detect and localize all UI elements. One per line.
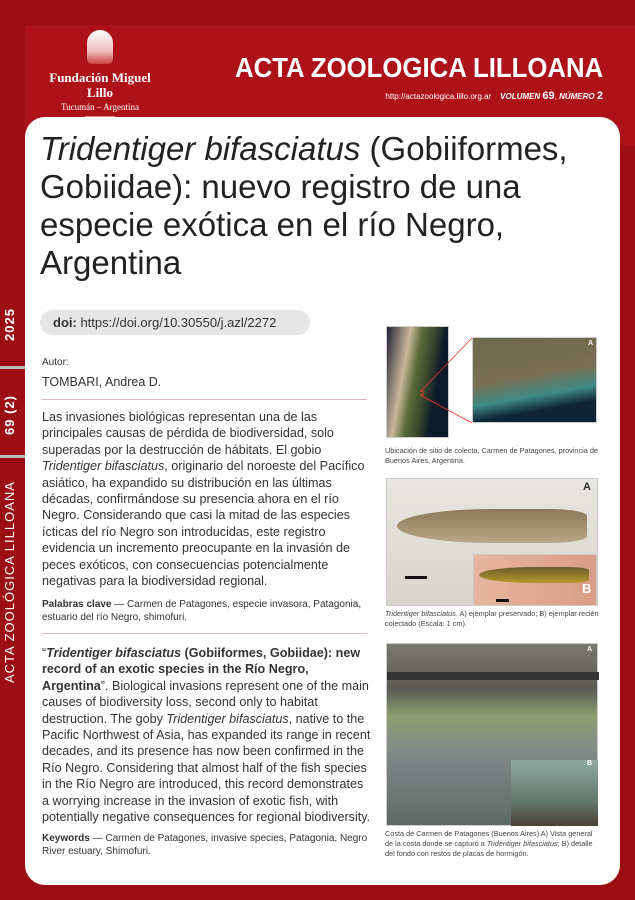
fish-photo-fresh	[473, 554, 597, 606]
palabras-label: Palabras clave	[42, 599, 112, 610]
resumen-text: Las invasiones biológicas representan una de las principales causas de pérdida de biodiversidad, solo superadas por la destrucción de hábitats. El gobio	[42, 410, 334, 457]
regional-map-image	[472, 337, 597, 423]
author-label: Autor:	[42, 357, 69, 368]
doi-link[interactable]: https://doi.org/10.30550/j.azl/2272	[80, 315, 277, 330]
resumen-text: , originario del noroeste del Pacífico asiático, ha expandido su distribución en las últimas décadas, confirmándose su presencia ahora en el río Negro. Considerando que casi la mitad de las especies ícticas del río Negro son introducidas, este registro evidencia un incremento preocupante en la invasión de peces exóticos, con consecuencias potencialmente negativas para la biodiversidad regional.	[42, 459, 365, 589]
map-zoom-lines	[420, 337, 475, 427]
abstract-title-species: Tridentiger bifasciatus	[46, 646, 182, 660]
river-bottom-detail-photo	[511, 760, 598, 826]
figure-caption: Ubicación de sitio de colecta, Carmen de Patagones, provincia de Buenos Aires, Argentina.	[385, 446, 598, 465]
logo-divider	[85, 116, 115, 117]
abstract-species: Tridentiger bifasciatus	[166, 711, 289, 726]
foundation-logo	[40, 30, 160, 117]
foundation-name: Fundación Miguel Lillo	[49, 70, 151, 100]
doi-pill[interactable]	[40, 310, 310, 335]
figure-label: A	[588, 340, 594, 347]
title-rest: (Gobiiformes, Gobiidae): nuevo registro de una especie exótica en el río Negro, Argentina	[40, 130, 568, 281]
spine	[0, 0, 25, 900]
journal-url[interactable]: http://actazoologica.lillo.org.ar	[385, 92, 492, 101]
abstract: “Tridentiger bifasciatus (Gobiiformes, Gobiidae): new record of an exotic species in the Río Negro, Argentina”. Biological invasions represent one of the main causes of biodiversity loss, second only to habitat destruction. The goby Tridentiger bifasciatus, native to the Pacific Northwest of Asia, has expanded its range in recent decades, and its presence has now been confirmed in the Río Negro. Considering that almost half of the fish species in the Río Negro are introduced, this record demonstrates a worrying increase in the invasion of exotic fish, with potentially negative consequences for regional biodiversity.	[42, 646, 371, 825]
divider	[42, 633, 367, 634]
caption-species: Tridentiger bifasciatus	[385, 609, 456, 618]
palabras-text: — Carmen de Patagones, especie invasora, Patagonia, estuario del río Negro, shimofuri.	[42, 599, 362, 623]
keywords-text: — Carmen de Patagones, invasive species, Patagonia, Negro River estuary, Shimofuri.	[42, 833, 368, 857]
foundation-location: Tucumán – Argentina	[61, 102, 139, 112]
owl-logo-icon	[87, 30, 113, 64]
figure-label-b: B	[587, 760, 593, 767]
abstract-text: . Biological invasions represent one of the main causes of biodiversity loss, second only to habitat destruction. The goby	[42, 678, 369, 726]
spine-year: 2025	[2, 308, 17, 342]
volume-number: 69	[542, 90, 555, 102]
resumen-species: Tridentiger bifasciatus	[42, 459, 165, 474]
figure-caption	[385, 609, 600, 629]
figure-label-a: A	[583, 481, 591, 493]
volume-label: VOLUMEN	[500, 92, 541, 101]
journal-subline: http://actazoologica.lillo.org.ar VOLUMEN 69, NÚMERO 2	[385, 90, 603, 102]
figure-label-a: A	[587, 646, 593, 653]
figure-caption	[385, 829, 600, 859]
top-band	[25, 0, 635, 20]
spine-journal: ACTA ZOOLÓGICA LILLOANA	[2, 481, 17, 684]
title-species: Tridentiger bifasciatus	[40, 130, 361, 167]
abstract-title: (Gobiiformes, Gobiidae): new record of an exotic species in the Río Negro, Argentina	[42, 646, 361, 693]
fish-image	[479, 567, 589, 583]
spine-divider	[0, 455, 25, 458]
divider	[42, 399, 367, 400]
article-title	[40, 130, 600, 282]
author-name: TOMBARI, Andrea D.	[42, 375, 162, 389]
issue-number: 2	[596, 90, 603, 102]
fish-image	[397, 509, 587, 543]
spine-issue: 69 (2)	[2, 395, 17, 435]
number-label: NÚMERO	[559, 92, 595, 101]
caption-text: Costa de Carmen de Patagones (Buenos Aires) A) Vista general de la costa donde se capturó a	[385, 829, 593, 848]
caption-text: . A) ejemplar preservado; B) ejemplar recién colectado (Escala: 1 cm).	[385, 609, 599, 628]
palabras-clave	[42, 598, 372, 624]
resumen	[42, 409, 372, 589]
caption-text: ; B) detalle del fondo con restos de placas de hormigón.	[385, 839, 593, 858]
doi-label: doi:	[53, 315, 77, 330]
spine-divider	[0, 366, 25, 369]
keywords-label: Keywords	[42, 833, 90, 844]
scale-bar	[496, 599, 509, 602]
scale-bar	[405, 576, 427, 579]
figure-label-b: B	[582, 581, 592, 596]
keywords	[42, 832, 372, 858]
caption-species: Tridentiger bifasciatus	[486, 839, 558, 848]
bridge-image	[387, 672, 599, 680]
abstract-text: , native to the Pacific Northwest of Asia, has expanded its range in recent decades, and its presence has now been confirmed in the Río Negro. Considering that almost half of the fish species in the Río Negro are introduced, this record demonstrates a worrying increase in the invasion of exotic fish, with potentially negative consequences for regional biodiversity.	[42, 711, 371, 825]
journal-title: ACTA ZOOLOGICA LILLOANA	[234, 52, 603, 83]
